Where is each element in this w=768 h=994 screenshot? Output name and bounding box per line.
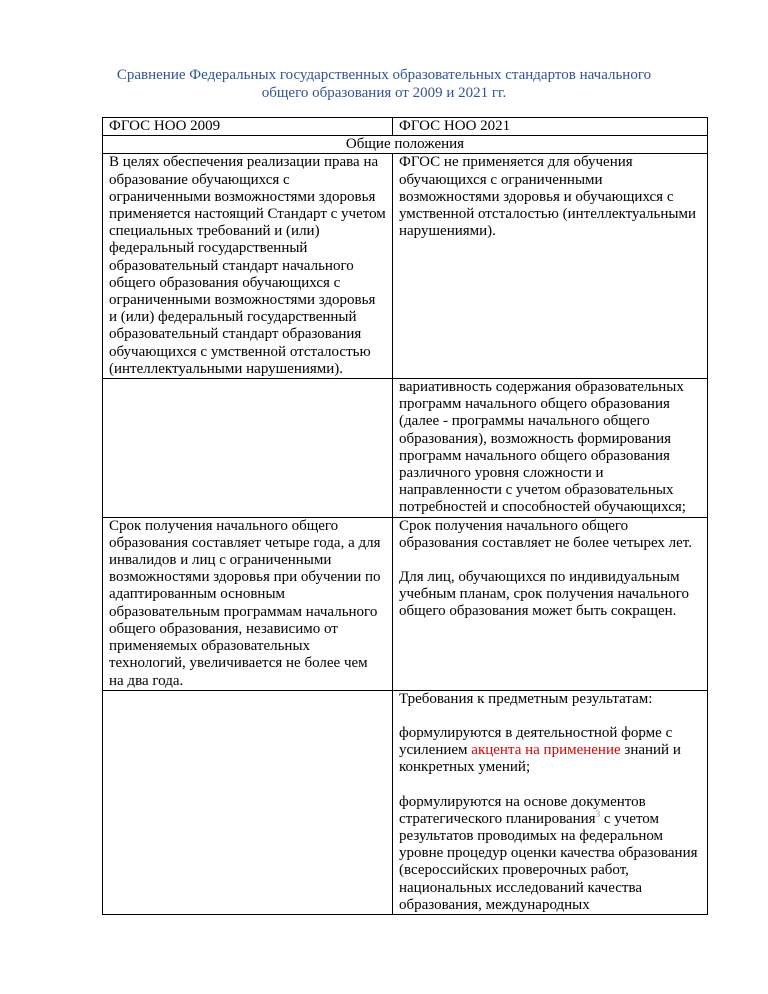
header-fgos-2009: ФГОС НОО 2009 xyxy=(103,118,393,136)
header-fgos-2021: ФГОС НОО 2021 xyxy=(393,118,708,136)
row4-right-paragraph-1: Требования к предметным результатам: xyxy=(399,690,653,707)
row4-left-cell xyxy=(103,690,393,914)
highlighted-text: акцента на применение xyxy=(471,742,621,759)
row1-right-cell: ФГОС не применяется для обучения обучающихся с ограниченными возможностями здоровья и обучающихся с умственной отсталостью (интеллектуальными нарушениями). xyxy=(393,154,708,379)
document-title: Сравнение Федеральных государственных образовательных стандартов начального общего образования от 2009 и 2021 гг. xyxy=(116,67,652,101)
footnote-marker[interactable]: 3 xyxy=(595,808,601,819)
table-row xyxy=(103,379,708,518)
paragraph-text: с учетом результатов проводимых на федеральном уровне процедур оценки качества образования (всероссийских проверочных работ, национальных исследований качества образования, международных xyxy=(399,810,698,913)
paragraph-text: формулируются в деятельностной форме с усилением xyxy=(399,724,673,759)
row2-right-cell: вариативность содержания образовательных программ начального общего образования (далее - программы начального общего образования), возможность формирования программ начального общего образования различного уровня сложности и направленности с учетом образовательных потребностей и способностей обучающихся; xyxy=(393,379,708,518)
comparison-table xyxy=(102,117,708,915)
row4-right-cell xyxy=(393,690,708,914)
table-header-row xyxy=(103,118,708,136)
row1-left-cell: В целях обеспечения реализации права на образование обучающихся с ограниченными возможностями здоровья применяется настоящий Стандарт с учетом специальных требований и (или) федеральный государственный образовательный стандарт начального общего образования обучающихся с ограниченными возможностями здоровья и (или) федеральный государственный образовательный стандарт образования обучающихся с умственной отсталостью (интеллектуальными нарушениями). xyxy=(103,154,393,379)
table-row xyxy=(103,690,708,914)
row3-right-paragraph-1: Срок получения начального общего образования составляет не более четырех лет. xyxy=(399,517,692,551)
row2-left-cell xyxy=(103,379,393,518)
row3-left-cell: Срок получения начального общего образования составляет четыре года, а для инвалидов и лиц с ограниченными возможностями здоровья при обучении по адаптированным основным образовательным программам начального общего образования, независимо от применяемых образовательных технологий, увеличивается не более чем на два года. xyxy=(103,517,393,690)
paragraph-text: знаний и конкретных умений; xyxy=(399,742,681,776)
section-title: Общие положения xyxy=(103,136,708,154)
row4-right-paragraph-3 xyxy=(399,794,701,914)
row3-right-cell xyxy=(393,517,708,690)
table-row xyxy=(103,517,708,690)
table-row xyxy=(103,154,708,379)
paragraph-text: формулируются на основе документов стратегического планирования xyxy=(399,793,646,827)
section-row xyxy=(103,136,708,154)
row4-right-paragraph-2 xyxy=(399,725,701,777)
row3-right-paragraph-2: Для лиц, обучающихся по индивидуальным учебным планам, срок получения начального общего образования может быть сокращен. xyxy=(399,569,689,620)
